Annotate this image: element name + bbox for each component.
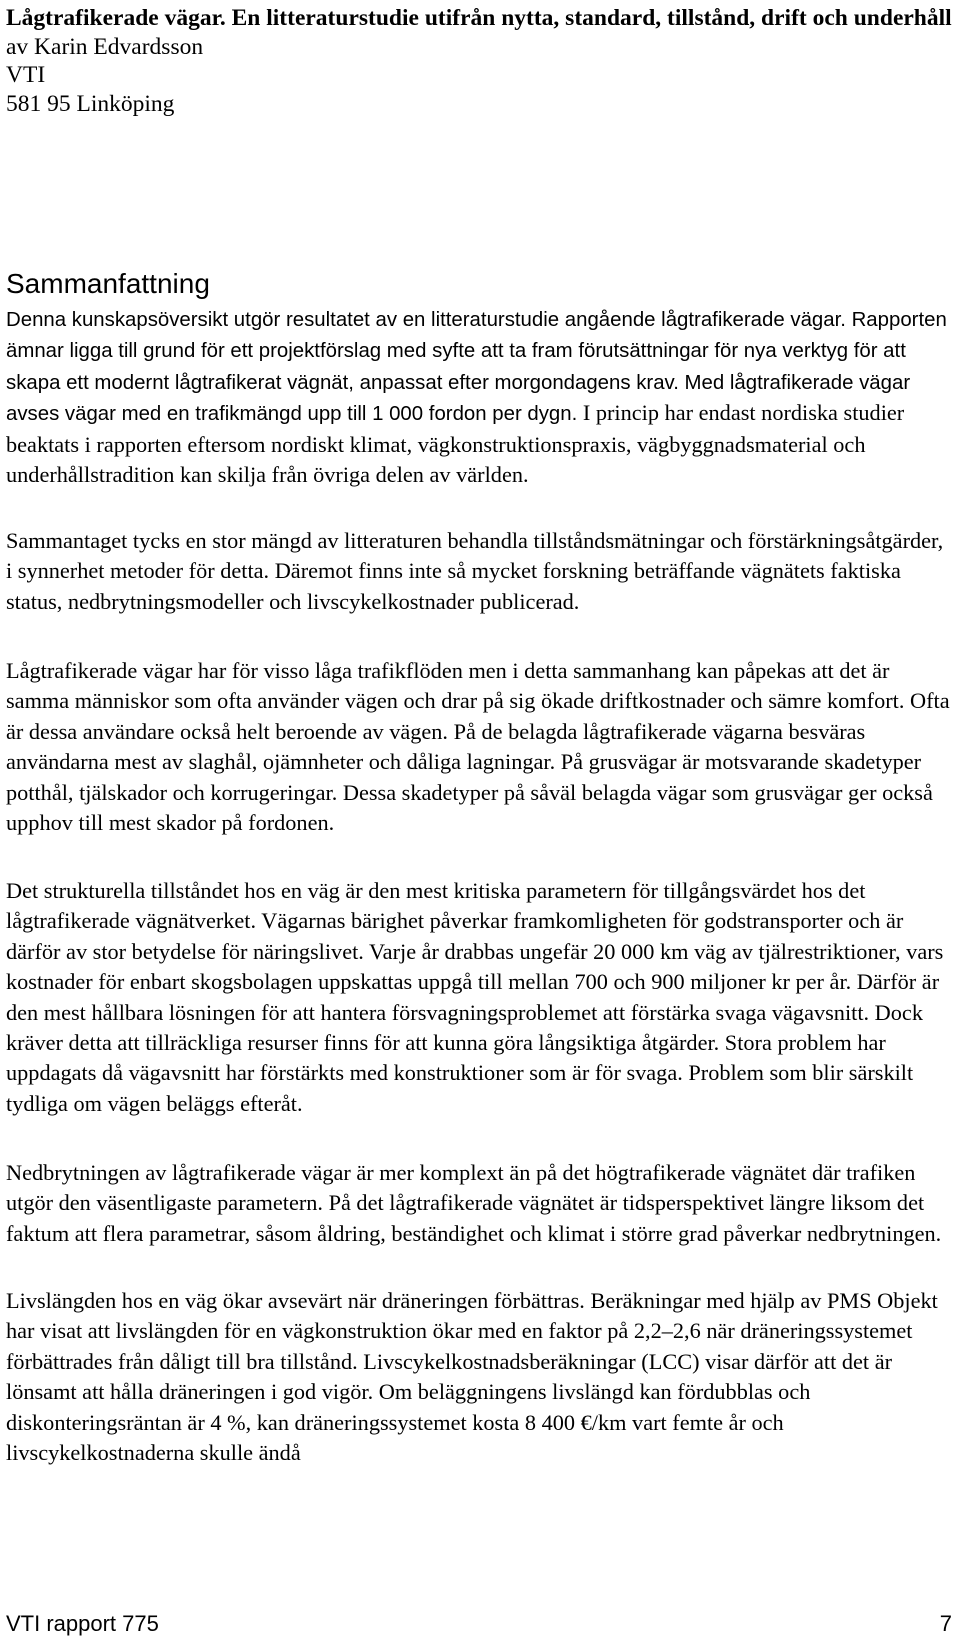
summary-paragraph-1 — [6, 304, 954, 490]
footer-report-label: VTI rapport 775 — [6, 1611, 159, 1636]
organization: VTI — [6, 62, 46, 88]
summary-paragraph-1-sans-part: Denna kunskapsöversikt utgör resultatet av en litteraturstudie angående lågtrafikerade vägar. Rapporten ämnar ligga till grund för ett projektförslag med syfte att ta fram förutsättningar för nya verktyg för att skapa ett modernt lågtrafikerat vägnät, anpassat efter morgondagens krav. Med lågtrafikerade vägar avses vägar med en trafikmängd upp till 1 000 fordon per dygn. — [6, 309, 947, 426]
summary-paragraph-6: Livslängden hos en väg ökar avsevärt när dräneringen förbättras. Beräkningar med hjälp av PMS Objekt har visat att livslängden för en vägkonstruktion ökar med en faktor på 2,2–2,6 när dräneringssystemet förbättrades från dåligt till bra tillstånd. Livscykelkostnadsberäkningar (LCC) visar därför att det är lönsamt att hålla dräneringen i god vigör. Om beläggningens livslängd kan fördubblas och diskonteringsräntan är 4 %, kan dräneringssystemet kosta 8 400 €/km vart femte år och livscykelkostnaderna skulle ändå — [6, 1288, 938, 1466]
summary-paragraph-4: Det strukturella tillståndet hos en väg är den mest kritiska parametern för tillgångsvärdet hos det lågtrafikerade vägnätverket. Vägarnas bärighet påverkar framkomligheten för godstransporter och är därför av stor betydelse för näringslivet. Varje år drabbas ungefär 20 000 km väg av tjälrestriktioner, vars kostnader för enbart skogsbolagen uppskattas uppgå till mellan 700 och 900 miljoner kr per år. Därför är den mest hållbara lösningen för att hantera försvagningsproblemet att förstärka svaga vägavsnitt. Dock kräver detta att tillräckliga resurser finns för att kunna göra långsiktiga åtgärder. Stora problem har uppdagats då vägavsnitt har förstärkts med konstruktioner som är för svaga. Problem som blir särskilt tydliga om vägen beläggs efteråt. — [6, 878, 944, 1116]
summary-paragraph-2: Sammantaget tycks en stor mängd av litteraturen behandla tillståndsmätningar och förstärkningsåtgärder, i synnerhet metoder för detta. Däremot finns inte så mycket forskning beträffande vägnätets faktiska status, nedbrytningsmodeller och livscykelkostnader publicerad. — [6, 528, 944, 614]
address: 581 95 Linköping — [6, 90, 175, 117]
author: av Karin Edvardsson — [6, 33, 204, 60]
summary-paragraph-1-serif-part: I princip har endast nordiska studier beaktats i rapporten eftersom nordiskt klimat, vägkonstruktionspraxis, vägbyggnadsmaterial och underhållstradition kan skilja från övriga delen av världen. — [6, 400, 905, 488]
summary-paragraph-5: Nedbrytningen av lågtrafikerade vägar är mer komplext än på det högtrafikerade vägnätet där trafiken utgör den väsentligaste parametern. På det lågtrafikerade vägnätet är tidsperspektivet längre liksom det faktum att flera parametrar, såsom åldring, beständighet och klimat i större grad påverkar nedbrytningen. — [6, 1160, 942, 1246]
report-title: Lågtrafikerade vägar. En litteraturstudie utifrån nytta, standard, tillstånd, drift och underhåll — [6, 5, 952, 31]
summary-paragraph-3: Lågtrafikerade vägar har för visso låga trafikflöden men i detta sammanhang kan påpekas att det är samma människor som ofta använder vägen och drar på sig ökade driftkostnader och sämre komfort. Ofta är dessa användare också helt beroende av vägen. På de belagda lågtrafikerade vägarna besväras användarna mest av slaghål, ojämnheter och dåliga lagningar. På grusvägar är motsvarande skadetyper potthål, tjälskador och korrugeringar. Dessa skadetyper på såväl belagda vägar som grusvägar ger också upphov till mest skador på fordonen. — [6, 658, 950, 836]
summary-heading: Sammanfattning — [6, 268, 210, 299]
title-block — [6, 4, 952, 118]
footer-page-number: 7 — [939, 1611, 952, 1636]
